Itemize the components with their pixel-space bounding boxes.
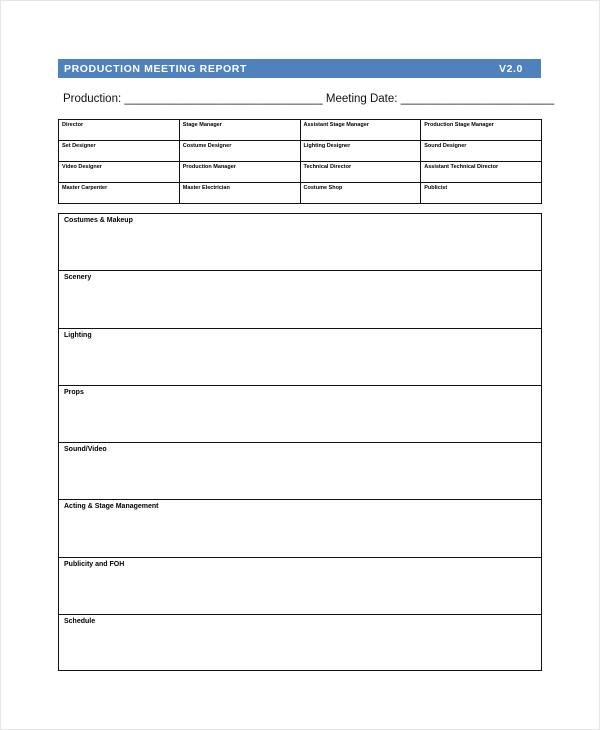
notes-section[interactable] [59,615,541,672]
role-cell[interactable]: Lighting Designer [300,141,421,162]
role-cell[interactable]: Production Manager [179,162,300,183]
notes-section[interactable] [59,271,541,328]
role-cell[interactable]: Video Designer [59,162,180,183]
production-info-line [63,93,554,105]
production-field[interactable]: _______________________________ [124,93,323,105]
section-label: Props [64,388,84,396]
role-cell[interactable]: Assistant Technical Director [421,162,542,183]
section-label: Scenery [64,274,92,282]
section-label: Lighting [64,331,92,339]
production-label: Production: [63,93,122,105]
section-label: Acting & Stage Management [64,503,159,511]
notes-sections [58,213,542,671]
section-label: Costumes & Makeup [64,217,133,224]
report-version: V2.0 [499,62,523,75]
meeting-date-field[interactable]: ________________________ [400,93,555,105]
report-header-bar [58,59,541,78]
section-label: Schedule [64,617,96,625]
role-cell[interactable]: Master Carpenter [59,183,180,204]
role-cell[interactable]: Publicist [421,183,542,204]
role-cell[interactable]: Master Electrician [179,183,300,204]
section-label: Sound/Video [64,446,107,453]
role-cell[interactable]: Technical Director [300,162,421,183]
role-cell[interactable]: Stage Manager [179,120,300,141]
notes-section[interactable] [59,443,541,500]
role-cell[interactable]: Set Designer [59,141,180,162]
notes-section[interactable] [59,558,541,615]
notes-section[interactable] [59,214,541,271]
role-cell[interactable]: Assistant Stage Manager [300,120,421,141]
roles-row [59,141,542,162]
notes-section[interactable] [59,386,541,443]
role-cell[interactable]: Costume Shop [300,183,421,204]
role-cell[interactable]: Costume Designer [179,141,300,162]
report-title: PRODUCTION MEETING REPORT [64,62,248,75]
notes-section[interactable] [59,329,541,386]
roles-table [58,119,542,204]
section-label: Publicity and FOH [64,560,125,568]
role-cell[interactable]: Director [59,120,180,141]
role-cell[interactable]: Production Stage Manager [421,120,542,141]
roles-row [59,162,542,183]
meeting-date-label: Meeting Date: [325,93,398,105]
roles-row [59,183,542,204]
role-cell[interactable]: Sound Designer [421,141,542,162]
roles-row [59,120,542,141]
notes-section[interactable] [59,500,541,557]
